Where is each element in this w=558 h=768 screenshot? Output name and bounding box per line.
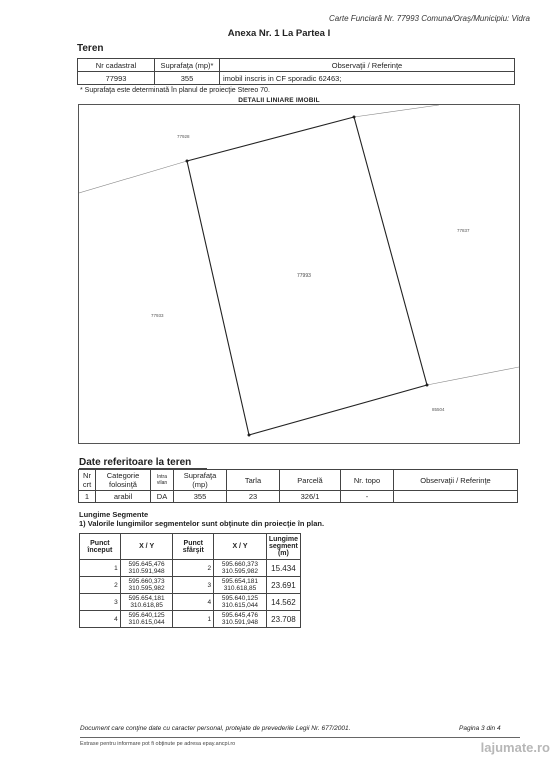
vertex-1 xyxy=(186,160,189,163)
footer-divider xyxy=(80,737,520,738)
footer-extract-note: Extrase pentru informare pot fi obţinute pe adresa epay.ancpi.ro xyxy=(80,741,236,747)
segments-subtitle: 1) Valorile lungimilor segmentelor sunt obţinute din proiecţie în plan. xyxy=(79,519,325,528)
vertex-4 xyxy=(248,434,251,437)
plot-title: DETALII LINIARE IMOBIL xyxy=(238,97,320,104)
segments-table xyxy=(79,533,301,628)
cell-tarla: 23 xyxy=(227,491,280,503)
neighbor-label-top: 77928 xyxy=(177,134,190,139)
teren-table xyxy=(77,58,515,85)
neighbor-boundary-right xyxy=(427,367,519,385)
segment-row: 4 595.640,125 310.615,044 1 595.645,476 310.591,948 23.708 xyxy=(80,611,301,628)
cell-suprafata: 355 xyxy=(174,491,227,503)
neighbor-label-right: 77837 xyxy=(457,228,470,233)
cell-observatii xyxy=(394,491,518,503)
plot-frame xyxy=(78,104,520,444)
neighbor-label-bottom: 85504 xyxy=(432,407,445,412)
col-suprafata: Suprafaţa (mp) xyxy=(174,470,227,491)
col-punct-inceput: Punct început xyxy=(80,534,121,560)
cell-nr-cadastral: 77993 xyxy=(78,72,155,85)
col-xy-end: X / Y xyxy=(214,534,267,560)
col-lungime: Lungime segment (m) xyxy=(266,534,300,560)
neighbor-boundary-left xyxy=(79,161,187,193)
col-tarla: Tarla xyxy=(227,470,280,491)
cell-observatii: imobil inscris in CF sporadic 62463; xyxy=(220,72,515,85)
cell-parcela: 326/1 xyxy=(280,491,341,503)
carte-funciara-header: Carte Funciară Nr. 77993 Comuna/Oraş/Municipiu: Vidra xyxy=(329,14,530,23)
watermark: lajumate.ro xyxy=(480,740,550,755)
col-nr-topo: Nr. topo xyxy=(341,470,394,491)
vertex-3 xyxy=(426,384,429,387)
cell-nr-topo: - xyxy=(341,491,394,503)
col-parcela: Parcelă xyxy=(280,470,341,491)
cell-suprafata: 355 xyxy=(155,72,220,85)
cell-categorie: arabil xyxy=(96,491,151,503)
col-intravilan: Intra vilan xyxy=(151,470,174,491)
projection-note: * Suprafaţa este determinată în planul de proiecţie Stereo 70. xyxy=(80,87,270,94)
segments-title: Lungime Segmente xyxy=(79,510,149,519)
col-observatii: Observaţii / Referinţe xyxy=(220,59,515,72)
page-number: Pagina 3 din 4 xyxy=(459,725,501,732)
neighbor-label-left: 77933 xyxy=(151,313,164,318)
cell-intravilan: DA xyxy=(151,491,174,503)
neighbor-boundary-top xyxy=(354,105,439,117)
col-xy-start: X / Y xyxy=(120,534,173,560)
parcel-label: 77993 xyxy=(297,273,311,279)
segment-row: 3 595.654,181 310.618,85 4 595.640,125 310.615,044 14.562 xyxy=(80,594,301,611)
col-suprafata: Suprafaţa (mp)* xyxy=(155,59,220,72)
col-categorie: Categorie folosinţă xyxy=(96,470,151,491)
segment-row: 2 595.660,373 310.595,982 3 595.654,181 310.618,85 23.691 xyxy=(80,577,301,594)
annex-title: Anexa Nr. 1 La Partea I xyxy=(227,28,331,39)
col-observatii: Observaţii / Referinţe xyxy=(394,470,518,491)
footer-disclaimer: Document care conţine date cu caracter personal, protejate de prevederile Legii Nr. 677/2001. xyxy=(80,725,351,732)
parcel-plan xyxy=(79,105,519,443)
cell-nr-crt: 1 xyxy=(79,491,96,503)
segment-row: 1 595.645,476 310.591,948 2 595.660,373 310.595,982 15.434 xyxy=(80,560,301,577)
col-punct-sfarsit: Punct sfârşit xyxy=(173,534,214,560)
date-teren-title: Date referitoare la teren xyxy=(79,457,192,468)
col-nr-cadastral: Nr cadastral xyxy=(78,59,155,72)
col-nr-crt: Nr crt xyxy=(79,470,96,491)
teren-section-title: Teren xyxy=(77,43,104,54)
date-teren-table xyxy=(78,469,518,503)
vertex-2 xyxy=(353,116,356,119)
